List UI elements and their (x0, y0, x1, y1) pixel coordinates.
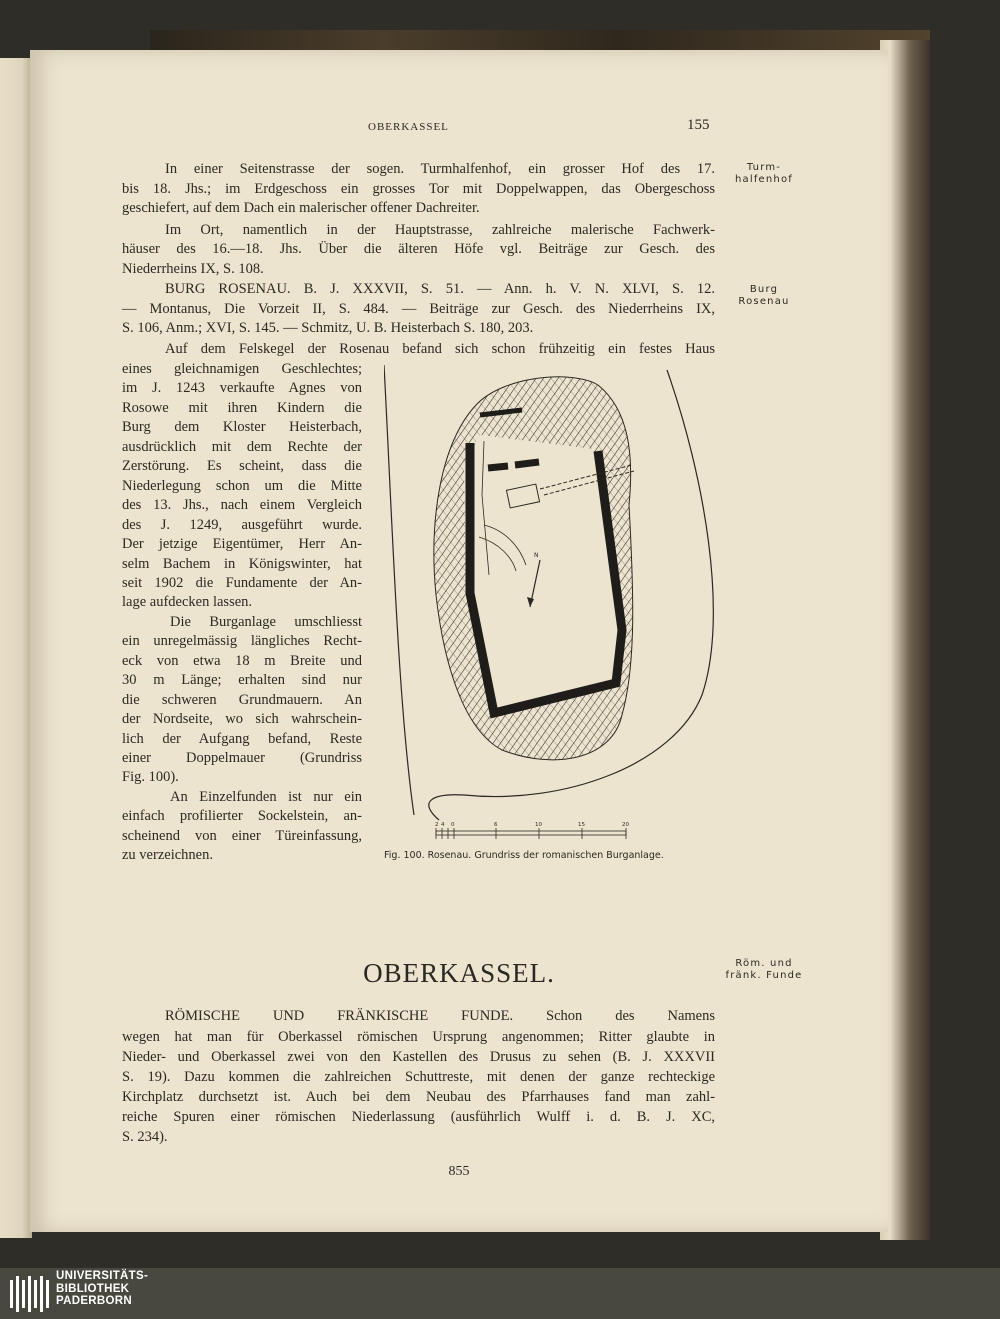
scale-label: 0 (451, 822, 455, 828)
margin-note-funde (718, 958, 810, 981)
column-text-line: Der jetzige Eigentümer, Herr An- (122, 536, 362, 553)
library-logo-icon (8, 1274, 52, 1314)
scale-label: 4 (441, 822, 445, 828)
column-text-line: An Einzelfunden ist nur ein (170, 788, 362, 805)
column-text-line: einer Doppelmauer (Grundriss (122, 750, 362, 766)
column-text-line: eines gleichnamigen Geschlechtes; (122, 361, 362, 377)
text-line: S. 106, Anm.; XVI, S. 145. — Schmitz, U. B. Heisterbach S. 180, 203. (122, 320, 534, 336)
column-text-line: Rosowe mit ihren Kindern die (122, 399, 362, 416)
text-line: reiche Spuren einer römischen Niederlassung (ausführlich Wulff i. d. B. J. XC, (122, 1109, 715, 1125)
column-text-line: Burg dem Kloster Heisterbach, (122, 419, 362, 436)
text-line: Kirchplatz durchsetzt ist. Auch bei dem Neubau des Pfarrhauses fand man zahl- (122, 1089, 715, 1105)
column-text-line: der Nordseite, wo sich wahrschein- (122, 711, 362, 728)
column-text-line: eck von etwa 18 m Breite und (122, 652, 362, 669)
text-line: Niederrheins IX, S. 108. (122, 261, 264, 277)
margin-note-burg-rosenau (726, 284, 802, 307)
page-number-bottom: 855 (448, 1164, 470, 1179)
running-title: OBERKASSEL (368, 121, 449, 133)
column-text-line: des J. 1249, ausgeführt wurde. (122, 516, 362, 533)
page-number-top: 155 (687, 117, 710, 133)
text-line: RÖMISCHE UND FRÄNKISCHE FUNDE. Schon des Namens (165, 1008, 715, 1024)
column-text-line: einfach profilierter Sockelstein, an- (122, 808, 362, 825)
column-text-line: ein unregelmässig längliches Recht- (122, 633, 362, 650)
margin-note-line: Röm. und (735, 958, 793, 969)
column-text-line: 30 m Länge; erhalten sind nur (122, 672, 362, 689)
north-label: N (534, 552, 539, 559)
castle-ground-plan-figure (384, 365, 730, 840)
column-text-line: zu verzeichnen. (122, 847, 213, 864)
column-text-line: Die Burganlage umschliesst (170, 613, 362, 630)
double-wall-fragment (488, 466, 508, 468)
margin-note-line: Turm- (746, 162, 782, 173)
text-line: wegen hat man für Oberkassel römischen Ursprung angenommen; Ritter glaubte in (122, 1029, 715, 1045)
column-text-line: Niederlegung schon um die Mitte (122, 477, 362, 494)
library-name (56, 1270, 148, 1308)
margin-note-line: Rosenau (738, 295, 790, 307)
text-line: geschiefert, auf dem Dach ein malerischer offener Dachreiter. (122, 200, 480, 216)
library-footer-bar (0, 1268, 1000, 1319)
text-line: S. 234). (122, 1129, 168, 1145)
scale-label: 20 (622, 822, 629, 828)
column-text-line: scheinend von einer Türeinfassung, (122, 827, 362, 844)
text-line: BURG ROSENAU. B. J. XXXVII, S. 51. — Ann. h. V. N. XLVI, S. 12. (165, 281, 715, 297)
left-page-edge (0, 58, 32, 1238)
column-text-line: ausdrücklich mit dem Rechte der (122, 438, 362, 455)
scale-label: 15 (578, 822, 585, 828)
column-text-line: die schweren Grundmauern. An (122, 691, 362, 708)
text-line: Nieder- und Oberkassel zwei von den Kastellen des Drusus zu sehen (B. J. XXXVII (122, 1049, 715, 1065)
text-line: S. 19). Dazu kommen die zahlreichen Schuttreste, mit denen der ganze rechteckige (122, 1069, 715, 1085)
library-name-line: UNIVERSITÄTS- (56, 1270, 149, 1282)
text-line: In einer Seitenstrasse der sogen. Turmhalfenhof, ein grosser Hof des 17. (165, 161, 715, 177)
column-text-line: im J. 1243 verkaufte Agnes von (122, 380, 362, 397)
column-text-line: lich der Aufgang befand, Reste (122, 730, 362, 747)
scale-bar (435, 822, 629, 839)
text-line: Auf dem Felskegel der Rosenau befand sich schon frühzeitig ein festes Haus (165, 341, 715, 357)
text-line: häuser des 16.—18. Jhs. Über die älteren Höfe vgl. Beiträge zur Gesch. des (122, 241, 715, 257)
section-title: OBERKASSEL. (363, 958, 555, 988)
library-name-line: PADERBORN (56, 1295, 132, 1307)
library-name-line: BIBLIOTHEK (56, 1282, 130, 1295)
column-text-line: des 13. Jhs., nach einem Vergleich (122, 497, 362, 514)
column-text-line: Fig. 100). (122, 769, 179, 786)
road-line (384, 365, 414, 815)
double-wall-fragment (515, 462, 539, 465)
scale-label: 10 (535, 822, 542, 828)
column-text-line: lage aufdecken lassen. (122, 594, 253, 611)
scale-label: 2 (435, 822, 439, 828)
margin-note-turmhalfenhof (726, 162, 802, 185)
text-line: — Montanus, Die Vorzeit II, S. 484. — Beiträge zur Gesch. des Niederrheins IX, (122, 301, 715, 317)
margin-note-line: halfenhof (734, 173, 794, 185)
scale-label: 6 (494, 822, 498, 828)
column-text-line: selm Bachem in Königswinter, hat (122, 555, 362, 572)
text-line: bis 18. Jhs.; im Erdgeschoss ein grosses Tor mit Doppelwappen, das Obergeschoss (122, 181, 715, 197)
column-text-line: seit 1902 die Fundamente der An- (122, 574, 362, 591)
figure-caption: Fig. 100. Rosenau. Grundriss der romanischen Burganlage. (384, 850, 664, 861)
text-line: Im Ort, namentlich in der Hauptstrasse, zahlreiche malerische Fachwerk- (165, 222, 715, 238)
column-text-line: Zerstörung. Es scheint, dass die (122, 458, 362, 475)
margin-note-line: fränk. Funde (725, 969, 803, 981)
margin-note-line: Burg (749, 284, 779, 295)
